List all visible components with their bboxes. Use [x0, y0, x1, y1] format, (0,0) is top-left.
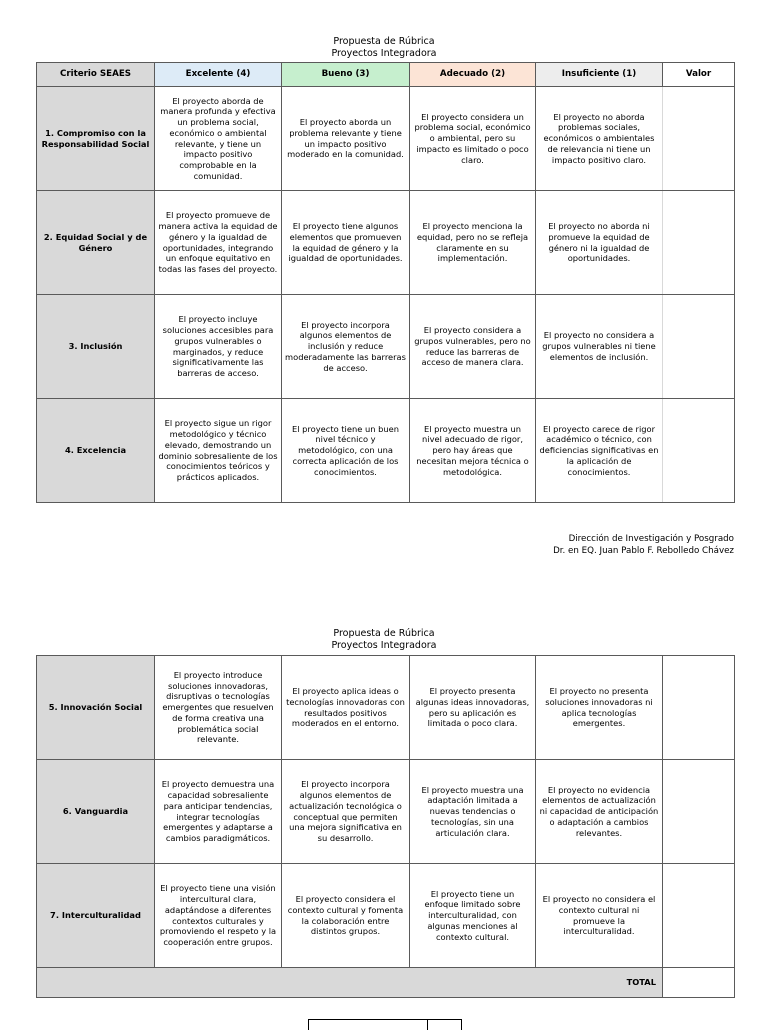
valor-cell[interactable] [663, 295, 735, 399]
criterion-cell: 7. Interculturalidad [37, 864, 155, 968]
excelente-cell: El proyecto aborda de manera profunda y efectiva un problema social, económico o ambiental relevante, y tiene un impacto positivo comprobable en la comunidad. [155, 87, 282, 191]
page2-title-line2: Proyectos Integradora [331, 640, 437, 651]
adecuado-cell: El proyecto tiene un enfoque limitado sobre interculturalidad, con algunas menciones al contexto cultural. [410, 864, 536, 968]
adecuado-cell: El proyecto muestra un nivel adecuado de rigor, pero hay áreas que necesitan mejora técnica o metodológica. [410, 399, 536, 503]
header-adecuado: Adecuado (2) [410, 63, 536, 87]
table-row [37, 295, 735, 399]
adecuado-cell: El proyecto considera a grupos vulnerables, pero no reduce las barreras de acceso de manera clara. [410, 295, 536, 399]
summary-table-partial [308, 1019, 462, 1030]
header-excelente: Excelente (4) [155, 63, 282, 87]
valor-cell[interactable] [663, 399, 735, 503]
table-row [37, 87, 735, 191]
page2-title-line1: Propuesta de Rúbrica [333, 628, 435, 639]
table-row [37, 399, 735, 503]
bueno-cell: El proyecto considera el contexto cultural y fomenta la colaboración entre distintos grupos. [282, 864, 410, 968]
criterion-cell: 3. Inclusión [37, 295, 155, 399]
valor-cell[interactable] [663, 864, 735, 968]
criterion-cell: 5. Innovación Social [37, 656, 155, 760]
header-criterio: Criterio SEAES [37, 63, 155, 87]
criterion-cell: 1. Compromiso con la Responsabilidad Social [37, 87, 155, 191]
excelente-cell: El proyecto sigue un rigor metodológico y técnico elevado, demostrando un dominio sobresaliente de los conocimientos teóricos y prácticos aplicados. [155, 399, 282, 503]
bueno-cell: El proyecto incorpora algunos elementos de inclusión y reduce moderadamente las barreras de acceso. [282, 295, 410, 399]
excelente-cell: El proyecto demuestra una capacidad sobresaliente para anticipar tendencias, integrar tecnologías emergentes y adaptarse a cambios paradigmáticos. [155, 760, 282, 864]
excelente-cell: El proyecto incluye soluciones accesibles para grupos vulnerables o marginados, y reduce significativamente las barreras de acceso. [155, 295, 282, 399]
total-value-cell[interactable] [663, 968, 735, 998]
insuficiente-cell: El proyecto no presenta soluciones innovadoras ni aplica tecnologías emergentes. [536, 656, 663, 760]
rubric-table-page1 [36, 62, 735, 503]
bueno-cell: El proyecto aborda un problema relevante y tiene un impacto positivo moderado en la comunidad. [282, 87, 410, 191]
adecuado-cell: El proyecto presenta algunas ideas innovadoras, pero su aplicación es limitada o poco clara. [410, 656, 536, 760]
adecuado-cell: El proyecto muestra una adaptación limitada a nuevas tendencias o tecnologías, sin una articulación clara. [410, 760, 536, 864]
valor-cell[interactable] [663, 656, 735, 760]
bueno-cell: El proyecto tiene algunos elementos que promueven la equidad de género y la igualdad de oportunidades. [282, 191, 410, 295]
rubric-header-row [37, 63, 735, 87]
bueno-cell: El proyecto incorpora algunos elementos de actualización tecnológica o conceptual que permiten una mejora significativa en su desarrollo. [282, 760, 410, 864]
table-row [37, 760, 735, 864]
rubric-table-page2 [36, 655, 735, 998]
excelente-cell: El proyecto tiene una visión intercultural clara, adaptándose a diferentes contextos culturales y promoviendo el respeto y la cooperación entre grupos. [155, 864, 282, 968]
total-row [37, 968, 735, 998]
header-valor: Valor [663, 63, 735, 87]
valor-cell[interactable] [663, 87, 735, 191]
valor-cell[interactable] [663, 760, 735, 864]
footer-signatory: Dr. en EQ. Juan Pablo F. Rebolledo Chávez [553, 546, 734, 556]
table-row [37, 656, 735, 760]
insuficiente-cell: El proyecto no aborda problemas sociales, económicos o ambientales de relevancia ni tiene un impacto positivo claro. [536, 87, 663, 191]
footer-department: Dirección de Investigación y Posgrado [568, 534, 734, 544]
valor-cell[interactable] [663, 191, 735, 295]
page1-title-line1: Propuesta de Rúbrica [333, 36, 435, 47]
page2-title [0, 628, 768, 652]
insuficiente-cell: El proyecto no considera el contexto cultural ni promueve la interculturalidad. [536, 864, 663, 968]
adecuado-cell: El proyecto considera un problema social, económico o ambiental, pero su impacto es limitado o poco claro. [410, 87, 536, 191]
bueno-cell: El proyecto aplica ideas o tecnologías innovadoras con resultados positivos moderados en el entorno. [282, 656, 410, 760]
criterion-cell: 4. Excelencia [37, 399, 155, 503]
adecuado-cell: El proyecto menciona la equidad, pero no se refleja claramente en su implementación. [410, 191, 536, 295]
insuficiente-cell: El proyecto no considera a grupos vulnerables ni tiene elementos de inclusión. [536, 295, 663, 399]
insuficiente-cell: El proyecto no aborda ni promueve la equidad de género ni la igualdad de oportunidades. [536, 191, 663, 295]
bueno-cell: El proyecto tiene un buen nivel técnico y metodológico, con una correcta aplicación de los conocimientos. [282, 399, 410, 503]
insuficiente-cell: El proyecto no evidencia elementos de actualización ni capacidad de anticipación o adaptación a cambios relevantes. [536, 760, 663, 864]
excelente-cell: El proyecto promueve de manera activa la equidad de género y la igualdad de oportunidades, integrando un enfoque equitativo en todas las fases del proyecto. [155, 191, 282, 295]
signature-block [553, 533, 734, 557]
insuficiente-cell: El proyecto carece de rigor académico o técnico, con deficiencias significativas en la aplicación de conocimientos. [536, 399, 663, 503]
header-bueno: Bueno (3) [282, 63, 410, 87]
page1-title-line2: Proyectos Integradora [331, 48, 437, 59]
summary-table-divider [427, 1020, 428, 1030]
table-row [37, 864, 735, 968]
page1-title [0, 36, 768, 60]
criterion-cell: 6. Vanguardia [37, 760, 155, 864]
criterion-cell: 2. Equidad Social y de Género [37, 191, 155, 295]
table-row [37, 191, 735, 295]
excelente-cell: El proyecto introduce soluciones innovadoras, disruptivas o tecnologías emergentes que resuelven de forma creativa una problemática social relevante. [155, 656, 282, 760]
total-label: TOTAL [37, 968, 663, 998]
header-insuficiente: Insuficiente (1) [536, 63, 663, 87]
